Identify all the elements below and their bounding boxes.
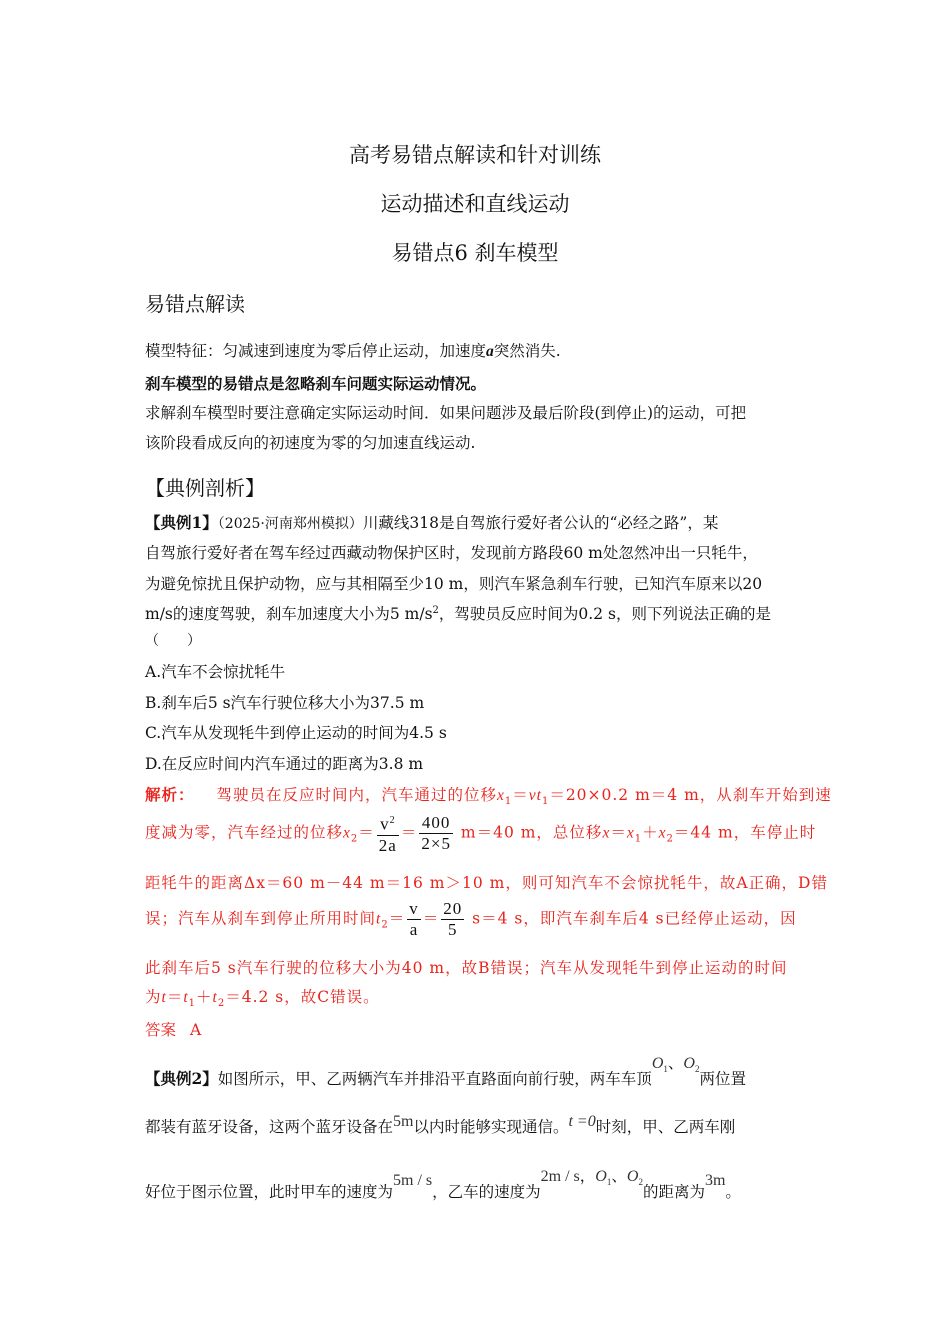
speed-car-b: 2m / s [540,1168,580,1185]
option-d: D.在反应时间内汽车通过的距离为3.8 m [145,755,424,773]
solution-l6-pre: 为 [145,988,162,1006]
option-b: B.刹车后5 s汽车行驶位移大小为37.5 m [145,694,425,712]
example2-l1-text: 如图所示，甲、乙两辆汽车并排沿平直路面向前行驶，两车车顶 [217,1070,652,1088]
example1-source: （2025·河南郑州模拟） [217,516,363,532]
example1-line-1 [145,511,718,533]
answer-bracket: （ ） [145,633,201,649]
solution-line-6: 为$t=t_1+t_2=4.2$ s，故C错误。 [145,988,380,1010]
example1-line4-sup: 2 [432,604,439,616]
fraction-v2-over-2a: $\frac{v^2}{2a}$ [378,814,397,855]
section-heading-analysis: 易错点解读 [145,292,245,316]
solution-label: 解析： [145,785,195,804]
solution-line-2: 度减为零，汽车经过的位移$x_2=$ $\frac{v^2}{2a}$ ＝ $\frac{400}{2\times 5}$ m＝40 m，总位移$x=x_1+x_2=44$ m，车停止时 [145,812,817,855]
solution-l1-eq: ＝20×0.2 m＝4 m，从刹车开始到速 [549,786,832,804]
option-a: A.汽车不会惊扰牦牛 [145,663,286,681]
example2-l3-b: ，乙车的速度为 [432,1183,541,1201]
distance-5m: 5m [393,1113,414,1130]
answer-label: 答案 [145,1021,177,1039]
document-title: 高考易错点解读和针对训练 [349,143,601,167]
feature-prefix: 模型特征：匀减速到速度为零后停止运动，加速度 [145,342,487,360]
speed-car-a: 5m / s [393,1172,433,1189]
solution-line-1: 解析： 驾驶员在反应时间内，汽车通过的位移$x_1=vt_1=20\times 0.2$ m＝4 m，从刹车开始到速 [145,785,832,808]
fraction-20-over-5 [441,899,464,940]
tip-line-2: 该阶段看成反向的初速度为零的匀加速直线运动. [145,434,476,452]
frac2-den: 2×5 [421,833,451,853]
answer-line [145,1018,201,1040]
option-c: C.汽车从发现牦牛到停止运动的时间为4.5 s [145,724,447,742]
feature-variable: a [486,343,494,360]
solution-line-4: 误；汽车从刹车到停止所用时间$t_2=$ $\frac{v}{a}$ ＝ $\frac{20}{5}$ s＝4 s，即汽车刹车后4 s已经停止运动，因 [145,899,797,939]
example2-l3-a: 好位于图示位置，此时甲车的速度为 [145,1183,394,1201]
frac1-num: v [380,814,390,834]
example2-l2-b: 以内时能够实现通信。 [413,1118,569,1136]
example2-line-3: 好位于图示位置，此时甲车的速度为5m / s，乙车的速度为2m / s，$O_1$、$O_2$的距离为3m。 [145,1167,741,1201]
frac4-num: 20 [443,899,463,918]
section-heading-examples: 【典例剖析】 [145,476,265,500]
distance-3m: 3m [704,1172,726,1189]
solution-l6-post: ＝4.2 s，故C错误。 [225,988,380,1006]
example1-line4-a: m/s的速度驾驶，刹车加速度大小为5 m/s [145,605,433,623]
o-separator-2: 、 [611,1167,627,1185]
frac3-den: a [407,919,421,940]
tip-line-1: 求解刹车模型时要注意确定实际运动时间．如果问题涉及最后阶段(到停止)的运动，可把 [145,404,747,422]
o-separator: 、 [667,1054,684,1072]
solution-l2-end: ＝44 m，车停止时 [673,823,817,842]
time-t0: t =0 [568,1113,596,1130]
example2-l3-d: 。 [725,1183,741,1201]
chapter-subtitle: 运动描述和直线运动 [380,192,570,216]
solution-l2-pre: 度减为零，汽车经过的位移 [145,823,344,842]
example1-tag: 【典例1】 [145,513,218,532]
example1-text: 川藏线318是自驾旅行爱好者公认的“必经之路”，某 [362,514,719,532]
solution-l2-post: m＝40 m，总位移 [454,823,603,842]
example2-l3-c: 的距离为 [642,1183,705,1201]
feature-suffix: 突然消失. [493,342,561,360]
example1-line-4 [145,602,771,624]
frac3-num: v [409,899,419,918]
key-point-text: 刹车模型的易错点是忽略刹车问题实际运动情况。 [145,374,487,393]
example2-l2-a: 都装有蓝牙设备，这两个蓝牙设备在 [145,1118,394,1136]
topic-title: 易错点6 刹车模型 [391,241,559,265]
example2-l1-end: 两位置 [699,1070,746,1088]
fraction-400-over-10 [419,813,453,854]
solution-l4-post: s＝4 s，即汽车刹车后4 s已经停止运动，因 [466,909,797,928]
example1-line-2: 自驾旅行爱好者在驾车经过西藏动物保护区时，发现前方路段60 m处忽然冲出一只牦牛， [145,544,758,562]
model-feature-text [145,339,561,361]
example2-tag: 【典例2】 [145,1069,218,1088]
example1-line-3: 为避免惊扰且保护动物，应与其相隔至少10 m，则汽车紧急刹车行驶，已知汽车原来以20 [145,575,763,593]
solution-line-5: 此刹车后5 s汽车行驶的位移大小为40 m，故B错误；汽车从发现牦牛到停止运动的时间 [145,959,788,977]
example2-line-2 [145,1115,735,1137]
frac1-den: 2a [378,835,397,855]
answer-value: A [190,1021,202,1039]
fraction-v-over-a [407,899,421,940]
example2-line-1: 【典例2】如图所示，甲、乙两辆汽车并排沿平直路面向前行驶，两车车顶$O_1$、$O_2$两位置 [145,1054,746,1088]
example1-line4-b: ，驾驶员反应时间为0.2 s，则下列说法正确的是 [438,605,771,623]
solution-l4-pre: 误；汽车从刹车到停止所用时间 [145,909,377,928]
frac2-num: 400 [421,812,451,832]
frac4-den: 5 [441,919,464,940]
example2-l2-c: 时刻，甲、乙两车刚 [595,1118,736,1136]
solution-line-3: 距牦牛的距离Δx＝60 m－44 m＝16 m＞10 m，则可知汽车不会惊扰牦牛，故A正确，D错 [145,874,828,892]
solution-l1-text: 驾驶员在反应时间内，汽车通过的位移 [216,786,497,804]
